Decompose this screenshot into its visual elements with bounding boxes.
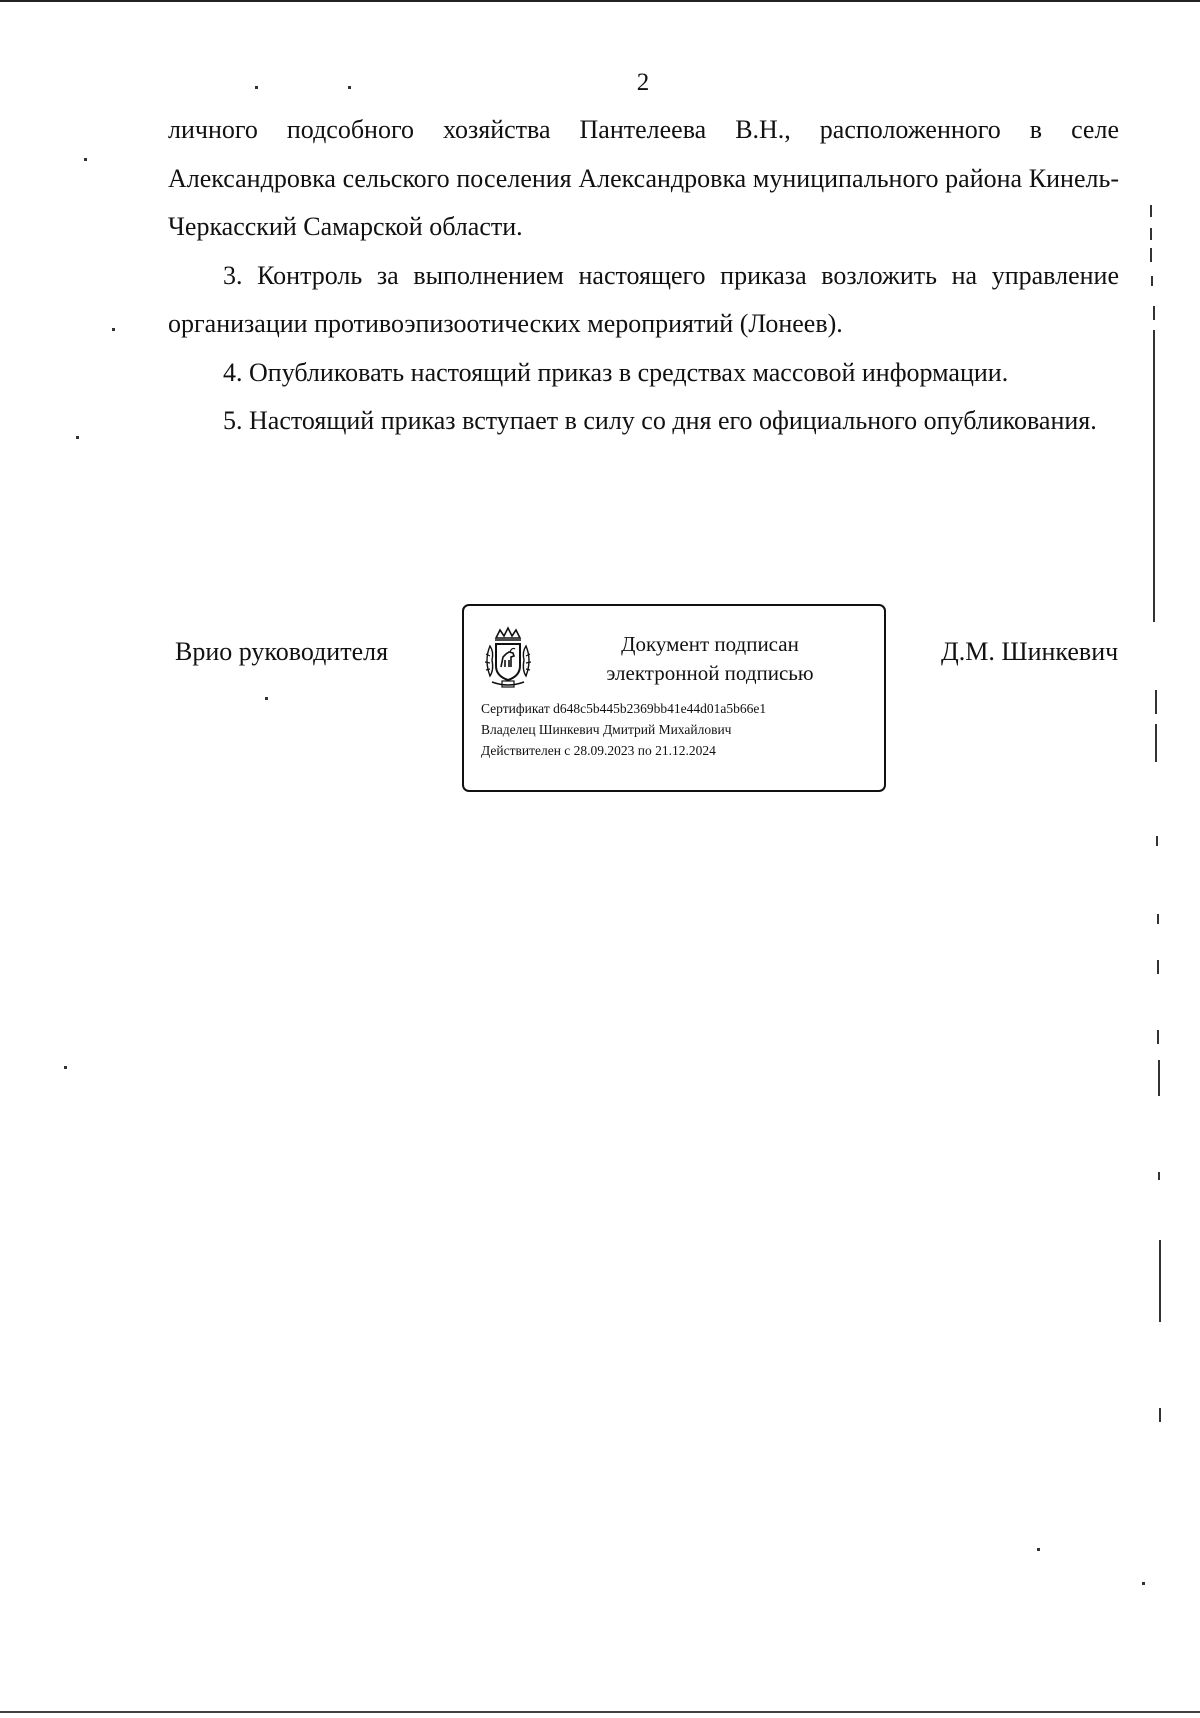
coat-of-arms-icon xyxy=(480,626,536,690)
scan-mark xyxy=(1159,1408,1161,1422)
scan-top-edge xyxy=(0,0,1200,2)
scan-mark xyxy=(1155,690,1157,714)
scan-mark xyxy=(1156,836,1158,846)
scan-mark xyxy=(1150,228,1152,240)
certificate-validity: Действителен с 28.09.2023 по 21.12.2024 xyxy=(481,743,716,758)
stamp-title xyxy=(560,630,860,688)
paragraph-continuation: личного подсобного хозяйства Пантелеева В.Н., расположенного в селе Александровка сельского поселения Александровка муниципального района Кинель-Черкасский Самарской области. xyxy=(168,115,1119,241)
scan-mark xyxy=(1155,724,1157,762)
scan-mark xyxy=(1159,1240,1161,1322)
scan-mark xyxy=(1150,205,1152,217)
certificate-number: Сертификат d648c5b445b2369bb41e44d01a5b66e1 xyxy=(481,701,767,716)
scan-mark xyxy=(1153,330,1155,622)
scan-bottom-edge xyxy=(0,1711,1200,1713)
scan-mark xyxy=(64,1066,67,1069)
scan-mark xyxy=(1157,1030,1159,1044)
scan-mark xyxy=(84,158,87,161)
stamp-title-line-2: электронной подписью xyxy=(606,661,814,685)
scan-mark xyxy=(112,328,115,331)
scan-mark xyxy=(1158,1060,1160,1096)
scan-mark xyxy=(1157,960,1159,974)
scan-mark xyxy=(348,86,351,89)
certificate-owner: Владелец Шинкевич Дмитрий Михайлович xyxy=(481,722,732,737)
scan-mark xyxy=(265,697,268,700)
scan-mark xyxy=(1037,1548,1040,1551)
scan-mark xyxy=(1150,248,1152,262)
document-body xyxy=(168,106,1119,446)
stamp-details xyxy=(481,698,766,761)
scan-mark xyxy=(1157,914,1159,924)
scan-mark xyxy=(76,436,79,439)
scan-mark xyxy=(1158,1172,1160,1180)
paragraph-3: 3. Контроль за выполнением настоящего приказа возложить на управление организации противоэпизоотических мероприятий (Лонеев). xyxy=(168,260,1119,338)
scan-mark xyxy=(1142,1582,1145,1585)
stamp-title-line-1: Документ подписан xyxy=(621,632,799,656)
scan-mark xyxy=(1153,306,1155,320)
electronic-signature-stamp xyxy=(462,604,886,792)
paragraph-5: 5. Настоящий приказ вступает в силу со дня его официального опубликования. xyxy=(223,406,1097,435)
paragraph-4: 4. Опубликовать настоящий приказ в средствах массовой информации. xyxy=(223,357,1009,387)
scan-mark xyxy=(255,86,258,89)
signer-name: Д.М. Шинкевич xyxy=(941,637,1119,666)
scan-mark xyxy=(1151,276,1153,286)
page-number: 2 xyxy=(636,69,650,96)
signer-role: Врио руководителя xyxy=(175,637,389,666)
